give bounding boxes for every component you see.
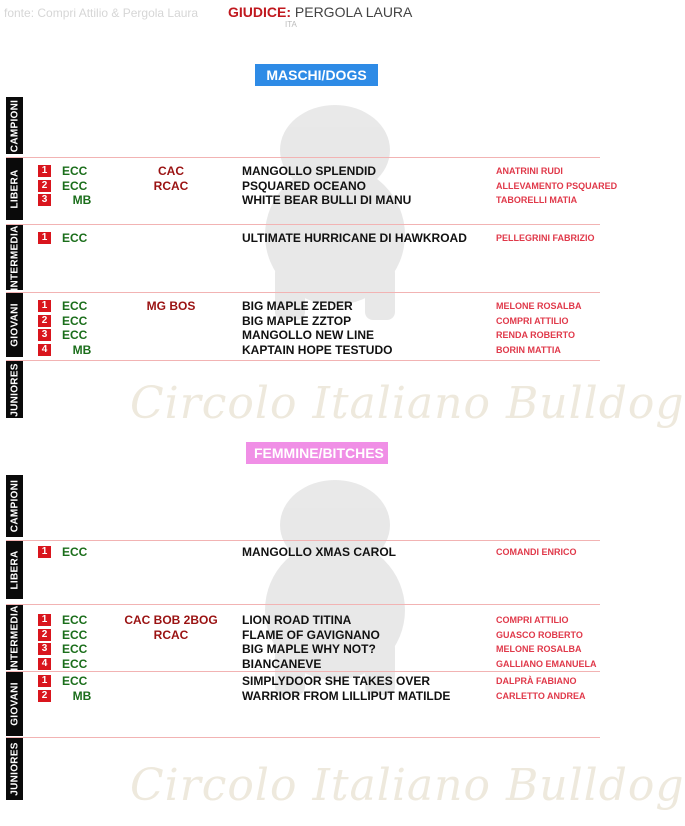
class-label: INTERMEDIA xyxy=(9,604,20,671)
grade: ECC xyxy=(62,545,88,559)
table-row xyxy=(6,231,600,245)
table-row xyxy=(6,674,600,688)
owner-name: CARLETTO ANDREA xyxy=(496,690,586,701)
table-row xyxy=(6,642,600,656)
owner-name: DALPRÀ FABIANO xyxy=(496,676,577,686)
dog-name: KAPTAIN HOPE TESTUDO xyxy=(242,342,393,357)
owner-name: MELONE ROSALBA xyxy=(496,644,582,654)
owner-name: MELONE ROSALBA xyxy=(496,301,582,311)
grade: MB xyxy=(72,688,92,703)
award-title: RCAC xyxy=(153,178,189,193)
place-badge: 2 xyxy=(38,315,51,327)
table-row xyxy=(6,328,600,342)
judge-name: PERGOLA LAURA xyxy=(294,4,413,20)
watermark-text-2: Circolo Italiano Bulldog xyxy=(130,760,685,811)
table-row xyxy=(6,628,600,642)
table-row xyxy=(6,343,600,357)
class-label-bar xyxy=(6,738,23,800)
owner-name: GUASCO ROBERTO xyxy=(496,629,583,640)
class-group-intermedia xyxy=(6,224,600,290)
dog-name: MANGOLLO XMAS CAROL xyxy=(242,545,396,559)
class-group-juniores xyxy=(6,737,600,800)
class-label: LIBERA xyxy=(9,169,20,209)
place-badge: 2 xyxy=(38,690,51,702)
grade: ECC xyxy=(62,613,88,627)
class-group-campioni xyxy=(6,97,600,154)
grade: ECC xyxy=(62,313,88,328)
award-title: RCAC xyxy=(153,627,189,642)
owner-name: COMPRI ATTILIO xyxy=(496,315,569,326)
place-badge: 2 xyxy=(38,180,51,192)
dog-name: FLAME OF GAVIGNANO xyxy=(242,627,380,642)
dog-name: BIG MAPLE WHY NOT? xyxy=(242,642,376,656)
place-badge: 4 xyxy=(38,344,51,356)
class-label: CAMPIONI xyxy=(9,479,20,533)
dog-name: BIG MAPLE ZZTOP xyxy=(242,313,352,328)
dog-name: LION ROAD TITINA xyxy=(242,613,352,627)
judge-label: GIUDICE: xyxy=(228,4,291,20)
grade: ECC xyxy=(62,656,88,671)
table-row xyxy=(6,545,600,559)
class-label-bar xyxy=(6,475,23,537)
owner-name: ALLEVAMENTO PSQUARED xyxy=(496,180,618,191)
dog-name: ULTIMATE HURRICANE DI HAWKROAD xyxy=(242,231,467,245)
class-group-intermedia xyxy=(6,604,600,670)
dog-name: WHITE BEAR BULLI DI MANU xyxy=(242,193,412,207)
dog-name: PSQUARED OCEANO xyxy=(242,178,367,193)
dog-name: BIG MAPLE ZEDER xyxy=(242,299,353,313)
grade: MB xyxy=(72,342,92,357)
place-badge: 1 xyxy=(38,614,51,626)
owner-name: BORIN MATTIA xyxy=(496,344,561,355)
award-title: CAC BOB 2BOG xyxy=(124,613,218,627)
class-label: GIOVANI xyxy=(9,303,20,347)
owner-name: COMANDI ENRICO xyxy=(496,547,577,557)
class-group-libera xyxy=(6,540,600,599)
dog-name: SIMPLYDOOR SHE TAKES OVER xyxy=(242,674,431,688)
dog-name: BIANCANEVE xyxy=(242,656,322,671)
grade: ECC xyxy=(62,328,88,342)
place-badge: 1 xyxy=(38,232,51,244)
place-badge: 2 xyxy=(38,629,51,641)
place-badge: 3 xyxy=(38,194,51,206)
award-title: CAC xyxy=(158,164,184,178)
class-label: INTERMEDIA xyxy=(9,224,20,291)
section-badge-females: FEMMINE/BITCHES xyxy=(246,442,388,464)
class-group-giovani xyxy=(6,292,600,357)
class-label: GIOVANI xyxy=(9,682,20,726)
place-badge: 3 xyxy=(38,643,51,655)
place-badge: 3 xyxy=(38,329,51,341)
grade: ECC xyxy=(62,642,88,656)
place-badge: 1 xyxy=(38,300,51,312)
grade: ECC xyxy=(62,164,88,178)
award-title: MG BOS xyxy=(146,299,196,313)
grade: ECC xyxy=(62,299,88,313)
grade: ECC xyxy=(62,674,88,688)
table-row xyxy=(6,299,600,313)
owner-name: GALLIANO EMANUELA xyxy=(496,658,597,669)
grade: MB xyxy=(72,193,92,207)
table-row xyxy=(6,178,618,193)
source-note: fonte: Compri Attilio & Pergola Laura xyxy=(4,6,199,20)
table-row xyxy=(6,193,600,207)
class-group-libera xyxy=(6,157,618,220)
judge-country: ITA xyxy=(285,20,297,29)
owner-name: COMPRI ATTILIO xyxy=(496,615,569,625)
class-group-giovani xyxy=(6,671,600,736)
watermark-text: Circolo Italiano Bulldog xyxy=(130,378,685,429)
class-label: JUNIORES xyxy=(9,742,20,796)
class-group-juniores xyxy=(6,360,600,418)
owner-name: PELLEGRINI FABRIZIO xyxy=(496,233,595,243)
class-label: LIBERA xyxy=(9,550,20,590)
place-badge: 1 xyxy=(38,165,51,177)
dog-name: WARRIOR FROM LILLIPUT MATILDE xyxy=(242,688,451,703)
class-label: CAMPIONI xyxy=(9,99,20,152)
dog-name: MANGOLLO SPLENDID xyxy=(242,164,376,178)
judge-line xyxy=(228,4,412,20)
place-badge: 1 xyxy=(38,546,51,558)
table-row xyxy=(6,657,600,671)
table-row xyxy=(6,689,600,703)
class-label-bar xyxy=(6,97,23,154)
table-row xyxy=(6,314,600,328)
owner-name: TABORELLI MATIA xyxy=(496,195,578,205)
table-row xyxy=(6,613,600,627)
table-row xyxy=(6,164,600,178)
owner-name: ANATRINI RUDI xyxy=(496,166,563,176)
place-badge: 4 xyxy=(38,658,51,670)
grade: ECC xyxy=(62,627,88,642)
class-label-bar xyxy=(6,361,23,418)
place-badge: 1 xyxy=(38,675,51,687)
class-group-campioni xyxy=(6,475,600,537)
class-label: JUNIORES xyxy=(9,362,20,417)
grade: ECC xyxy=(62,231,88,245)
section-badge-males: MASCHI/DOGS xyxy=(255,64,378,86)
grade: ECC xyxy=(62,178,88,193)
dog-name: MANGOLLO NEW LINE xyxy=(242,328,374,342)
owner-name: RENDA ROBERTO xyxy=(496,330,576,340)
